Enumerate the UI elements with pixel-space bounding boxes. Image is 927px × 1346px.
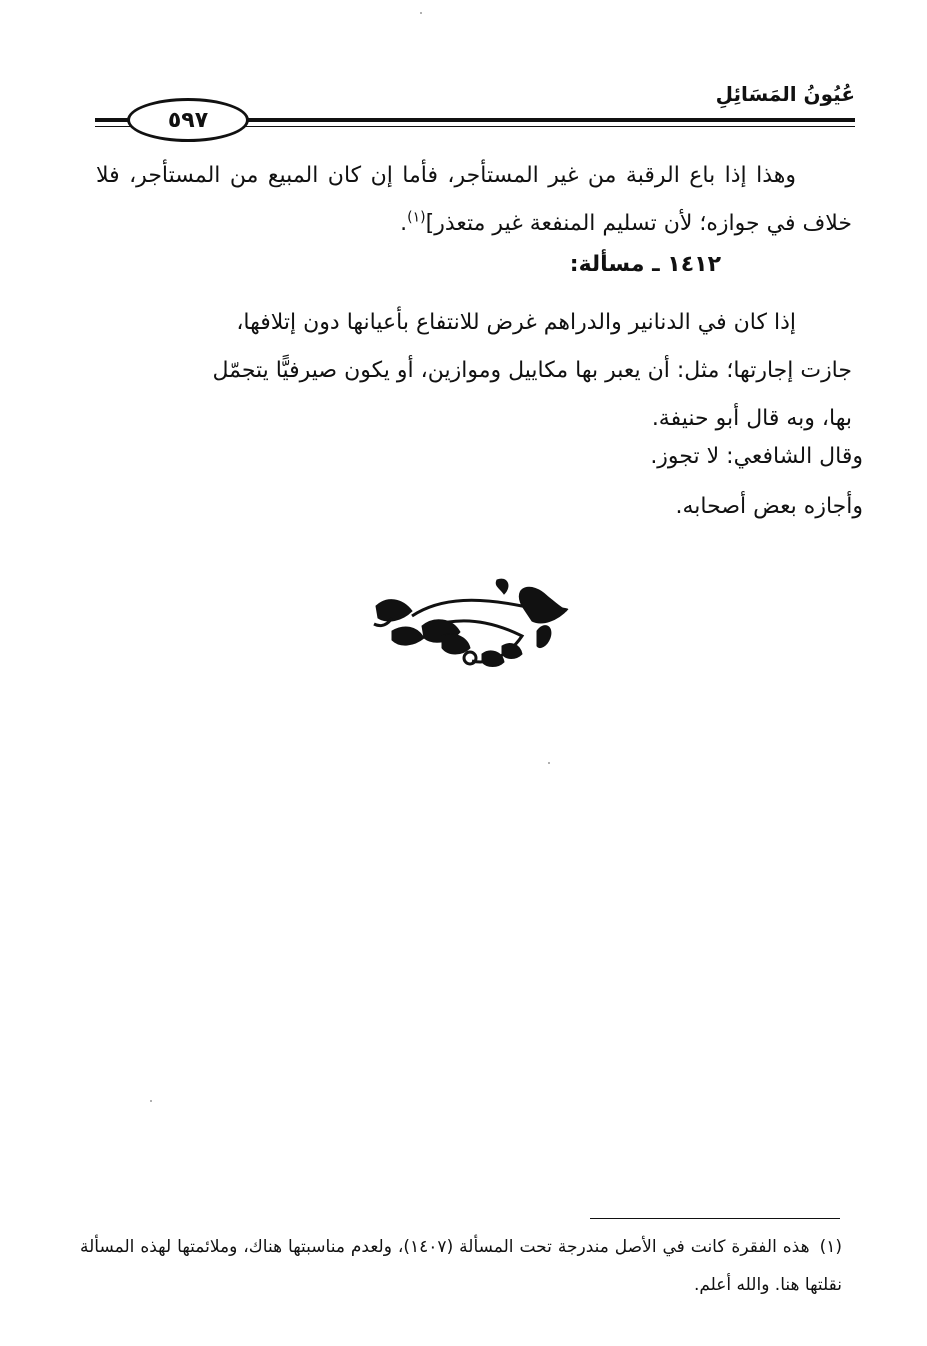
scan-speck (548, 762, 550, 764)
paragraph-2-line-2: جازت إجارتها؛ مثل: أن يعبر بها مكاييل وموازين، أو يكون صيرفيًّا يتجمّل (212, 358, 852, 383)
footnote-separator (590, 1218, 840, 1219)
paragraph-2-line-1: إذا كان في الدنانير والدراهم غرض للانتفاع بأعيانها دون إتلافها، (236, 310, 796, 335)
page-header (95, 80, 855, 140)
footnote-number: (١) (819, 1237, 842, 1257)
issue-heading: ١٤١٢ ـ مسألة: (569, 252, 721, 277)
scan-speck (420, 12, 422, 14)
book-title: عُيُونُ المَسَائِلِ (715, 82, 855, 106)
footnote-ref[interactable]: (١) (407, 209, 426, 226)
paragraph-2-line-3: بها، وبه قال أبو حنيفة. (651, 406, 852, 431)
page-number: ٥٩٧ (167, 107, 209, 133)
paragraph-4: وأجازه بعض أصحابه. (675, 494, 863, 519)
scan-speck (150, 1100, 152, 1102)
footnote-text: هذه الفقرة كانت في الأصل مندرجة تحت المسألة (١٤٠٧)، ولعدم مناسبتها هناك، وملائمتها لهذه المسألة نقلتها هنا. والله أعلم. (80, 1237, 842, 1295)
paragraph-3: وقال الشافعي: لا تجوز. (650, 444, 863, 469)
page-number-badge (127, 98, 249, 142)
paragraph-1 (96, 152, 852, 248)
paragraph-2 (96, 299, 852, 443)
paragraph-1-text: وهذا إذا باع الرقبة من غير المستأجر، فأما إن كان المبيع من المستأجر، فلا خلاف في جوازه؛ لأن تسليم المنفعة غير متعذر] (96, 163, 852, 236)
footnote (80, 1228, 842, 1304)
paragraph-1-end: . (400, 211, 408, 236)
floral-ornament-icon (372, 576, 572, 672)
